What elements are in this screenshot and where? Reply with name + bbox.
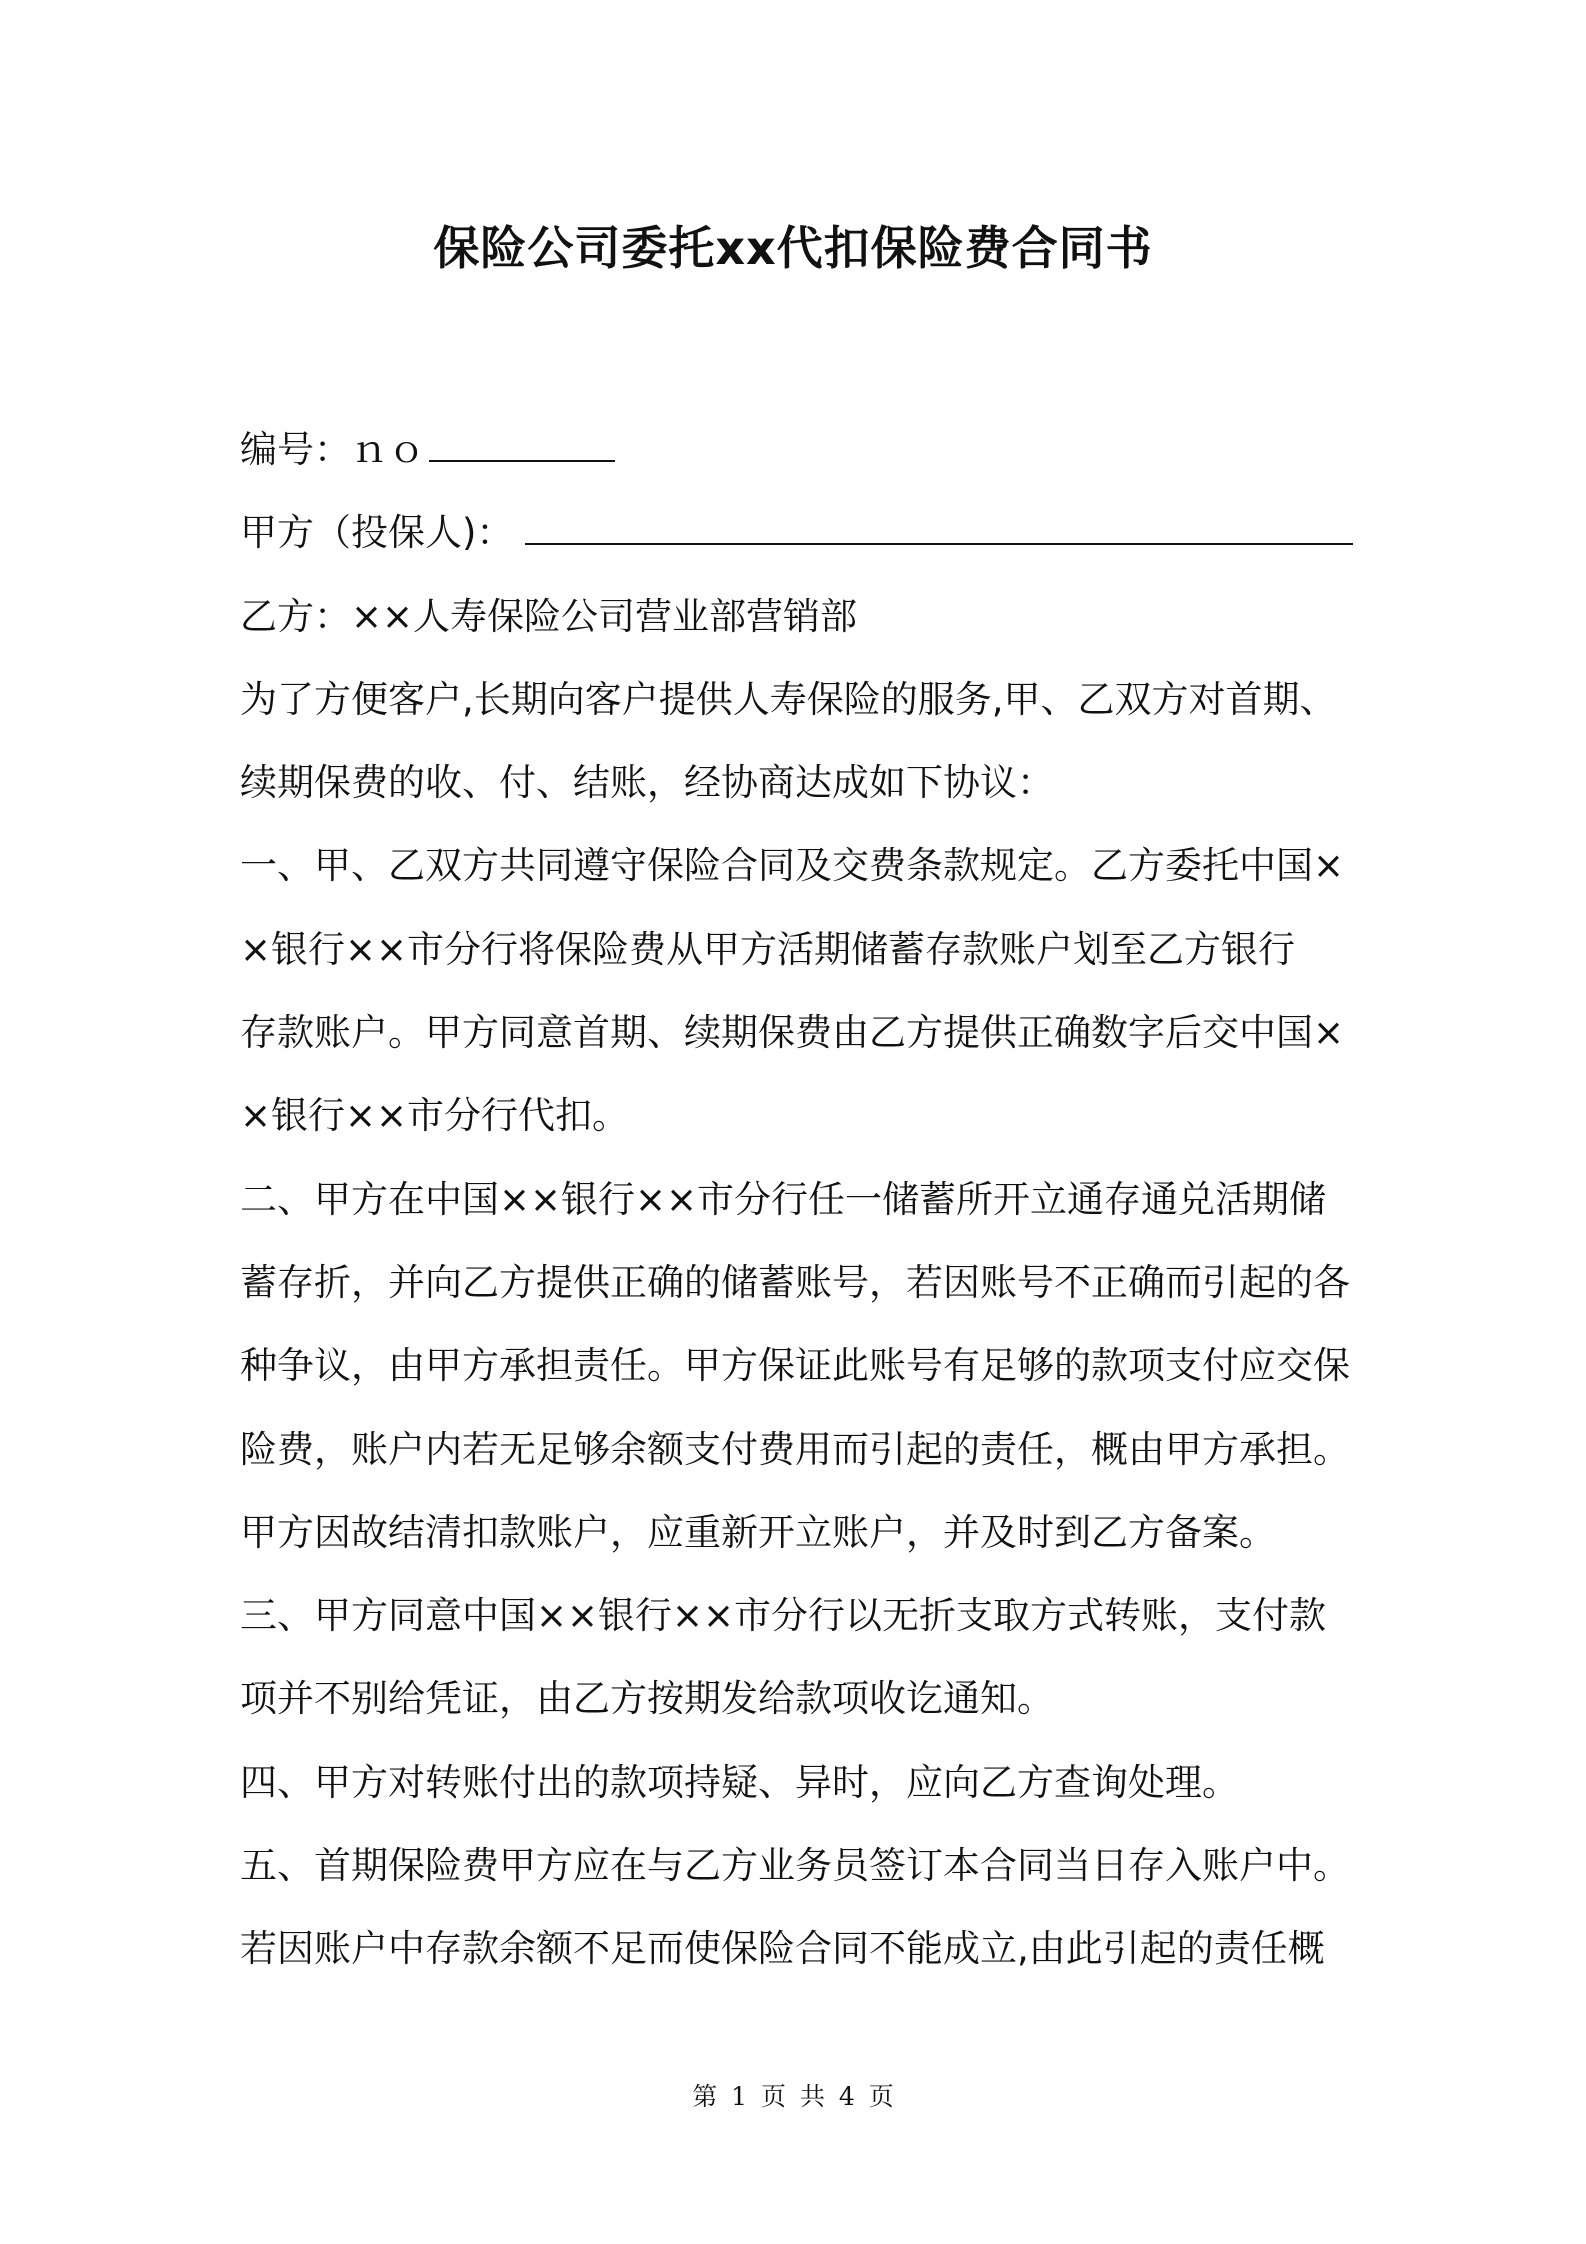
number-field [240, 408, 1360, 491]
paragraph-line: ×银行××市分行将保险费从甲方活期储蓄存款账户划至乙方银行 [240, 927, 1296, 971]
party-a-field [240, 491, 1360, 574]
paragraph-line: 甲方因故结清扣款账户，应重新开立账户，并及时到乙方备案。 [240, 1510, 1276, 1554]
paragraph-line: 为了方便客户,长期向客户提供人寿保险的服务,甲、乙双方对首期、 [240, 677, 1337, 721]
paragraph-line: 蓄存折，并向乙方提供正确的储蓄账号，若因账号不正确而引起的各 [240, 1260, 1350, 1304]
paragraph-line: 项并不别给凭证，由乙方按期发给款项收讫通知。 [240, 1677, 1054, 1721]
paragraph-line: 种争议，由甲方承担责任。甲方保证此账号有足够的款项支付应交保 [240, 1344, 1350, 1388]
document-body [240, 408, 1360, 1991]
paragraph-line: 四、甲方对转账付出的款项持疑、异时，应向乙方查询处理。 [240, 1760, 1239, 1804]
paragraph-line: 一、甲、乙双方共同遵守保险合同及交费条款规定。乙方委托中国× [240, 844, 1345, 888]
paragraph-line: 五、首期保险费甲方应在与乙方业务员签订本合同当日存入账户中。 [240, 1844, 1350, 1888]
paragraph-line: 二、甲方在中国××银行××市分行任一储蓄所开立通存通兑活期储 [240, 1177, 1327, 1221]
number-label: 编号：ｎｏ [240, 428, 425, 471]
paragraph-line: ×银行××市分行代扣。 [240, 1094, 630, 1138]
paragraph-line: 若因账户中存款余额不足而使保险合同不能成立,由此引起的责任概 [240, 1927, 1325, 1971]
party-a-label: 甲方（投保人)： [240, 511, 514, 555]
party-a-blank [525, 503, 1353, 545]
number-blank [429, 420, 615, 462]
paragraph-line: 险费，账户内若无足够余额支付费用而引起的责任，概由甲方承担。 [240, 1427, 1350, 1471]
document-title: 保险公司委托xx代扣保险费合同书 [433, 221, 1153, 275]
paragraph-line: 续期保费的收、付、结账，经协商达成如下协议： [240, 761, 1054, 805]
page-number-footer: 第 1 页 共 4 页 [692, 2082, 894, 2111]
paragraph-line: 存款账户。甲方同意首期、续期保费由乙方提供正确数字后交中国× [240, 1011, 1345, 1055]
paragraph-line: 三、甲方同意中国××银行××市分行以无折支取方式转账，支付款 [240, 1594, 1327, 1638]
party-b-line: 乙方：××人寿保险公司营业部营销部 [240, 594, 858, 638]
